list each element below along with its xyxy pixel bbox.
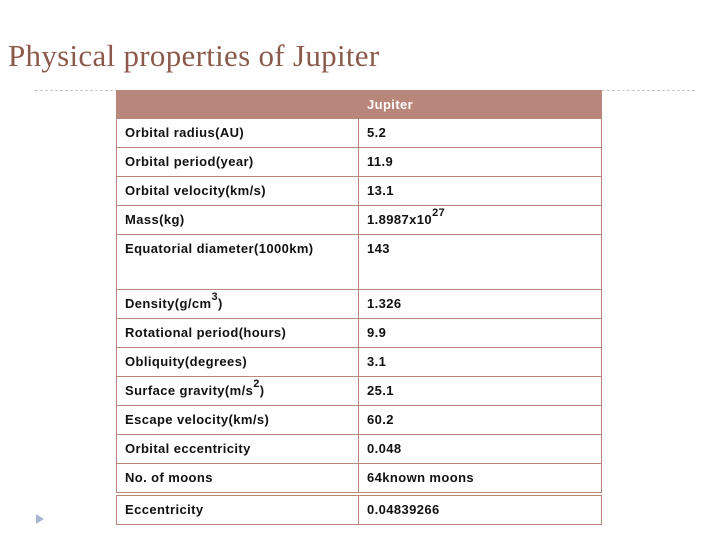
header-property-cell bbox=[117, 91, 359, 119]
value-cell: 0.04839266 bbox=[359, 494, 602, 525]
property-exponent: 3 bbox=[211, 290, 218, 303]
value-cell: 9.9 bbox=[359, 319, 602, 348]
property-cell: Orbital velocity(km/s) bbox=[117, 177, 359, 206]
jupiter-properties-table bbox=[116, 90, 602, 525]
property-cell: Equatorial diameter(1000km) bbox=[117, 235, 359, 290]
property-exponent: 2 bbox=[253, 377, 260, 390]
table-row bbox=[117, 494, 602, 525]
value-cell: 25.1 bbox=[359, 377, 602, 406]
table-row bbox=[117, 319, 602, 348]
value-base: 1.8987x10 bbox=[367, 212, 433, 227]
table-header-row bbox=[117, 91, 602, 119]
header-planet-cell: Jupiter bbox=[359, 91, 602, 119]
triangle-bullet-icon bbox=[36, 514, 44, 524]
property-cell: Orbital radius(AU) bbox=[117, 119, 359, 148]
value-cell: 11.9 bbox=[359, 148, 602, 177]
value-exponent: 27 bbox=[432, 206, 446, 219]
property-cell: Rotational period(hours) bbox=[117, 319, 359, 348]
property-cell: Mass(kg) bbox=[117, 206, 359, 235]
value-cell: 1.326 bbox=[359, 290, 602, 319]
table-row bbox=[117, 406, 602, 435]
value-cell: 5.2 bbox=[359, 119, 602, 148]
table-row bbox=[117, 206, 602, 235]
value-cell: 60.2 bbox=[359, 406, 602, 435]
property-tail: ) bbox=[217, 296, 223, 311]
table-row bbox=[117, 377, 602, 406]
value-cell: 3.1 bbox=[359, 348, 602, 377]
table-row bbox=[117, 435, 602, 464]
property-cell: Escape velocity(km/s) bbox=[117, 406, 359, 435]
table-row bbox=[117, 235, 602, 290]
property-cell bbox=[117, 290, 359, 319]
property-cell: No. of moons bbox=[117, 464, 359, 495]
table-row bbox=[117, 119, 602, 148]
property-tail: ) bbox=[259, 383, 265, 398]
value-cell: 0.048 bbox=[359, 435, 602, 464]
property-cell bbox=[117, 377, 359, 406]
value-cell: 13.1 bbox=[359, 177, 602, 206]
table-row bbox=[117, 290, 602, 319]
table-row bbox=[117, 348, 602, 377]
value-cell: 64known moons bbox=[359, 464, 602, 495]
value-cell: 143 bbox=[359, 235, 602, 290]
property-cell: Orbital period(year) bbox=[117, 148, 359, 177]
table-row bbox=[117, 464, 602, 495]
property-cell: Obliquity(degrees) bbox=[117, 348, 359, 377]
value-cell bbox=[359, 206, 602, 235]
slide-title: Physical properties of Jupiter bbox=[8, 38, 380, 73]
property-cell: Orbital eccentricity bbox=[117, 435, 359, 464]
property-base: Surface gravity(m/s bbox=[125, 383, 254, 398]
table-row bbox=[117, 177, 602, 206]
property-cell: Eccentricity bbox=[117, 494, 359, 525]
table-row bbox=[117, 148, 602, 177]
property-base: Density(g/cm bbox=[125, 296, 212, 311]
